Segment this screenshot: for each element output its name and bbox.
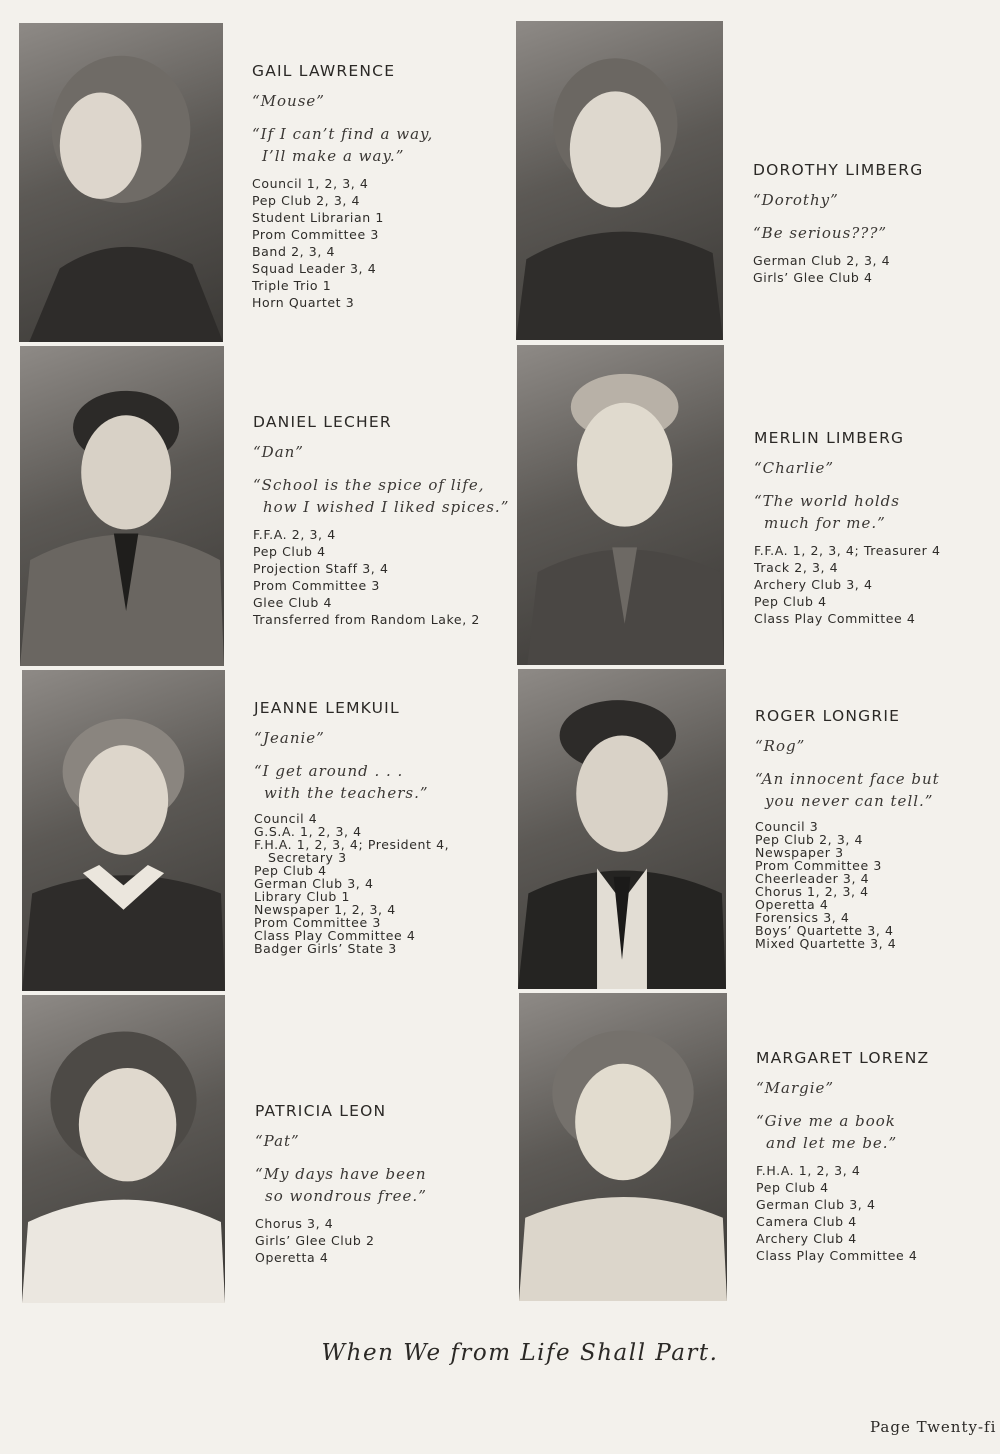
activity-item: F.H.A. 1, 2, 3, 4; President 4, xyxy=(254,837,450,852)
student-entry-daniel-lecher xyxy=(253,413,509,628)
student-entry-margaret-lorenz xyxy=(756,1049,929,1264)
activity-item: Archery Club 3, 4 xyxy=(754,577,873,592)
activity-item: German Club 2, 3, 4 xyxy=(753,253,891,268)
portrait-photo-merlin-limberg xyxy=(517,345,724,665)
student-nickname: “Dorothy” xyxy=(753,191,839,209)
activity-item: Pep Club 2, 3, 4 xyxy=(755,832,864,847)
activities-list xyxy=(254,812,449,955)
student-name: MERLIN LIMBERG xyxy=(754,429,905,447)
activity-item: Prom Committee 3 xyxy=(755,858,882,873)
activity-item: Mixed Quartette 3, 4 xyxy=(755,936,897,951)
activity-item: Operetta 4 xyxy=(255,1250,329,1265)
student-nickname: “Dan” xyxy=(253,443,304,461)
activity-item: Chorus 1, 2, 3, 4 xyxy=(755,884,869,899)
student-name: MARGARET LORENZ xyxy=(756,1049,930,1067)
activity-item: Squad Leader 3, 4 xyxy=(252,261,377,276)
activity-item: Prom Committee 3 xyxy=(252,227,379,242)
student-entry-dorothy-limberg xyxy=(753,161,923,286)
student-entry-gail-lawrence xyxy=(252,62,433,311)
student-quote: “An innocent face but you never can tell.” xyxy=(755,770,940,810)
activity-item: Band 2, 3, 4 xyxy=(252,244,336,259)
activity-item: Council 4 xyxy=(254,811,318,826)
activity-item: Class Play Committee 4 xyxy=(254,928,416,943)
activity-item: Track 2, 3, 4 xyxy=(754,560,839,575)
activity-item: Pep Club 4 xyxy=(754,594,827,609)
activity-item: Transferred from Random Lake, 2 xyxy=(253,612,480,627)
activity-item: Chorus 3, 4 xyxy=(255,1216,334,1231)
portrait-photo-daniel-lecher xyxy=(20,346,224,666)
activity-item: Class Play Committee 4 xyxy=(754,611,916,626)
activity-item: Secretary 3 xyxy=(268,850,347,865)
student-nickname: “Charlie” xyxy=(754,459,835,477)
student-quote: “My days have been so wondrous free.” xyxy=(255,1165,427,1205)
student-quote: “If I can’t find a way, I’ll make a way.” xyxy=(252,125,434,165)
portrait-photo-roger-longrie xyxy=(518,669,726,989)
student-quote: “I get around . . . with the teachers.” xyxy=(254,762,429,802)
portrait-photo-patricia-leon xyxy=(22,995,225,1303)
portrait-photo-margaret-lorenz xyxy=(519,993,727,1301)
activity-item: G.S.A. 1, 2, 3, 4 xyxy=(254,824,362,839)
activity-item: Operetta 4 xyxy=(755,897,829,912)
activity-item: Student Librarian 1 xyxy=(252,210,384,225)
activity-item: Triple Trio 1 xyxy=(252,278,332,293)
activity-item: Badger Girls’ State 3 xyxy=(254,941,397,956)
student-name: JEANNE LEMKUIL xyxy=(254,699,400,717)
activity-item: Glee Club 4 xyxy=(253,595,333,610)
activity-item: Pep Club 4 xyxy=(756,1180,829,1195)
student-nickname: “Margie” xyxy=(756,1079,835,1097)
student-entry-patricia-leon xyxy=(255,1102,427,1266)
footer-motto: When We from Life Shall Part. xyxy=(321,1340,719,1366)
student-entry-merlin-limberg xyxy=(754,429,941,627)
activity-item: Pep Club 2, 3, 4 xyxy=(252,193,361,208)
activity-item: Boys’ Quartette 3, 4 xyxy=(755,923,894,938)
student-nickname: “Mouse” xyxy=(252,92,325,110)
student-quote: “Give me a book and let me be.” xyxy=(756,1112,898,1152)
portrait-photo-dorothy-limberg xyxy=(516,21,723,340)
student-entry-jeanne-lemkuil xyxy=(254,699,449,955)
student-quote: “The world holds much for me.” xyxy=(754,492,900,532)
activity-item: Prom Committee 3 xyxy=(253,578,380,593)
activity-item: Cheerleader 3, 4 xyxy=(755,871,870,886)
activity-item: Camera Club 4 xyxy=(756,1214,857,1229)
activity-item: Council 3 xyxy=(755,819,819,834)
student-nickname: “Rog” xyxy=(755,737,806,755)
student-name: DANIEL LECHER xyxy=(253,413,392,431)
activity-item: Girls’ Glee Club 2 xyxy=(255,1233,375,1248)
student-name: PATRICIA LEON xyxy=(255,1102,387,1120)
activity-item: German Club 3, 4 xyxy=(254,876,374,891)
activities-list xyxy=(756,1162,929,1264)
activity-item: Council 1, 2, 3, 4 xyxy=(252,176,369,191)
activities-list xyxy=(255,1215,427,1266)
portrait-photo-jeanne-lemkuil xyxy=(22,670,225,991)
activities-list xyxy=(252,175,433,311)
activity-item: Girls’ Glee Club 4 xyxy=(753,270,873,285)
activity-item: Pep Club 4 xyxy=(254,863,327,878)
student-quote: “School is the spice of life, how I wished I liked spices.” xyxy=(253,476,510,516)
activity-item: Archery Club 4 xyxy=(756,1231,857,1246)
activity-item: Library Club 1 xyxy=(254,889,351,904)
activity-item: Newspaper 1, 2, 3, 4 xyxy=(254,902,396,917)
activity-item: Forensics 3, 4 xyxy=(755,910,850,925)
student-name: GAIL LAWRENCE xyxy=(252,62,396,80)
student-nickname: “Pat” xyxy=(255,1132,300,1150)
activity-item: Prom Committee 3 xyxy=(254,915,381,930)
student-entry-roger-longrie xyxy=(755,707,940,950)
portrait-photo-gail-lawrence xyxy=(19,23,223,342)
activities-list xyxy=(754,542,941,627)
activity-item: F.F.A. 2, 3, 4 xyxy=(253,527,336,542)
activity-item: Projection Staff 3, 4 xyxy=(253,561,389,576)
activity-item: Newspaper 3 xyxy=(755,845,844,860)
activity-item: Pep Club 4 xyxy=(253,544,326,559)
page-number: Page Twenty-fi xyxy=(870,1418,997,1436)
activity-item: Horn Quartet 3 xyxy=(252,295,355,310)
student-quote: “Be serious???” xyxy=(753,224,888,242)
activity-item: F.H.A. 1, 2, 3, 4 xyxy=(756,1163,861,1178)
activities-list xyxy=(755,820,940,950)
activity-item: German Club 3, 4 xyxy=(756,1197,876,1212)
student-name: ROGER LONGRIE xyxy=(755,707,901,725)
student-name: DOROTHY LIMBERG xyxy=(753,161,924,179)
student-nickname: “Jeanie” xyxy=(254,729,325,747)
activity-item: Class Play Committee 4 xyxy=(756,1248,918,1263)
activities-list xyxy=(753,252,923,286)
activity-item: F.F.A. 1, 2, 3, 4; Treasurer 4 xyxy=(754,543,941,558)
activities-list xyxy=(253,526,509,628)
